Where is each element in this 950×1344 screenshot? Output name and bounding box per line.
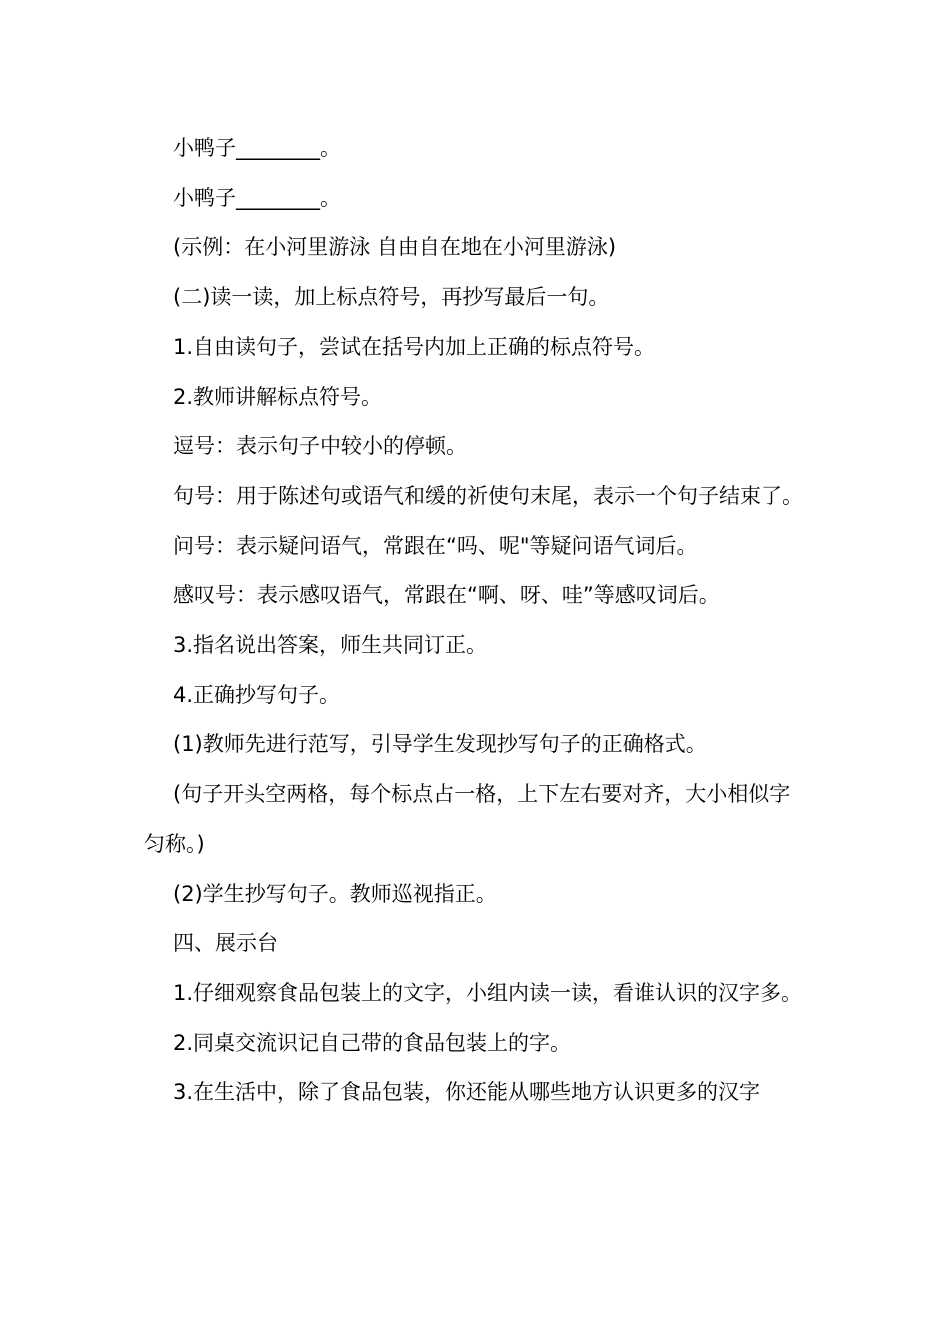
substep-1-demonstration: (1)教师先进行范写，引导学生发现抄写句子的正确格式。 (173, 732, 707, 757)
showcase-item-2: 2.同桌交流识记自己带的食品包装上的字。 (173, 1030, 572, 1055)
step-4-copy-sentences: 4.正确抄写句子。 (173, 682, 341, 707)
step-2-explain-punctuation: 2.教师讲解标点符号。 (173, 384, 383, 409)
period-definition: 句号：用于陈述句或语气和缓的祈使句末尾，表示一个句子结束了。 (173, 483, 803, 508)
comma-definition: 逗号：表示句子中较小的停顿。 (173, 434, 467, 459)
fill-blank-line-1: 小鸭子________。 (173, 136, 341, 160)
step-1-read-sentences: 1.自由读句子，尝试在括号内加上正确的标点符号。 (173, 334, 656, 359)
document-body (144, 124, 810, 1118)
format-note: (句子开头空两格，每个标点占一格，上下左右要对齐，大小相似字匀称。) (144, 782, 791, 856)
showcase-item-3: 3.在生活中，除了食品包装，你还能从哪些地方认识更多的汉字 (173, 1080, 761, 1105)
step-3-answers: 3.指名说出答案，师生共同订正。 (173, 633, 488, 658)
showcase-item-1: 1.仔细观察食品包装上的文字，小组内读一读，看谁认识的汉字多。 (173, 980, 803, 1005)
section-heading-punctuation: (二)读一读，加上标点符号，再抄写最后一句。 (173, 285, 610, 310)
exclamation-mark-definition: 感叹号：表示感叹语气，常跟在“啊、呀、哇”等感叹词后。 (173, 583, 720, 608)
section-heading-showcase: 四、展示台 (173, 931, 278, 956)
substep-2-student-copy: (2)学生抄写句子。教师巡视指正。 (173, 881, 497, 906)
example-note: (示例：在小河里游泳 自由自在地在小河里游泳) (173, 235, 617, 260)
question-mark-definition: 问号：表示疑问语气，常跟在“吗、呢"等疑问语气词后。 (173, 533, 698, 558)
fill-blank-line-2: 小鸭子________。 (173, 185, 341, 210)
